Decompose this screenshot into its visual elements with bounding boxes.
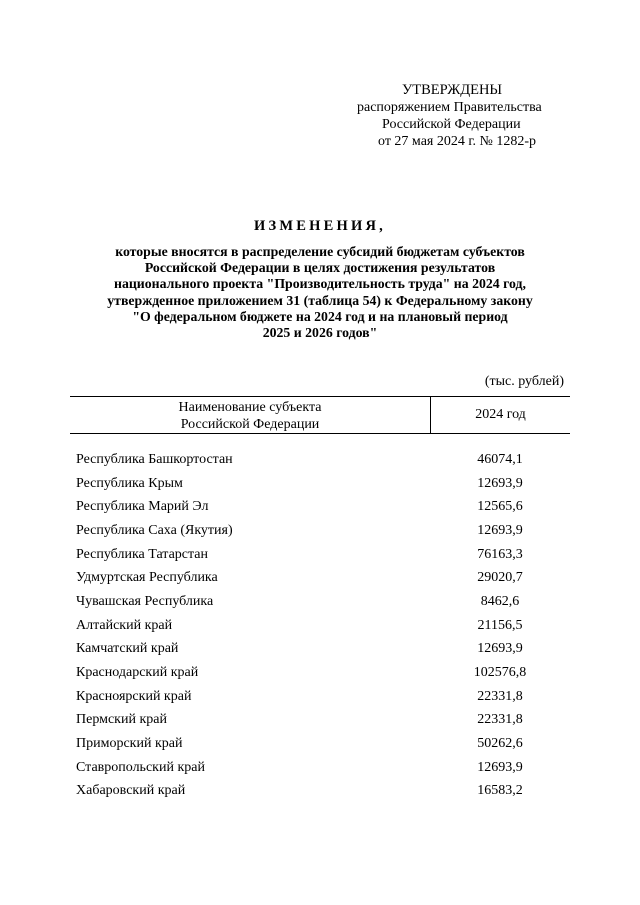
approval-line-date: от 27 мая 2024 г. № 1282-р (378, 134, 537, 149)
subsidy-value: 16583,2 (477, 783, 523, 799)
subject-name: Камчатский край (76, 641, 179, 657)
header-subject-name-line: Наименование субъекта (178, 400, 322, 415)
subtitle-line: которые вносятся в распределение субсидий бюджетам субъектов (115, 244, 525, 259)
subsidy-value: 22331,8 (477, 688, 523, 704)
subtitle-line: 2025 и 2026 годов" (262, 325, 378, 341)
subject-name: Республика Татарстан (76, 546, 209, 562)
subject-name: Алтайский край (76, 617, 173, 633)
subject-name: Красноярский край (76, 688, 192, 704)
subsidy-value: 12565,6 (477, 499, 523, 515)
document-subtitle (60, 244, 580, 341)
subsidy-value: 76163,3 (477, 546, 523, 562)
unit-label: (тыс. рублей) (484, 374, 564, 389)
document-title: ИЗМЕНЕНИЯ, (254, 218, 386, 234)
table-row (76, 780, 570, 804)
table-body (76, 448, 570, 803)
subject-name: Республика Башкортостан (76, 451, 233, 467)
subtitle-line: "О федеральном бюджете на 2024 год и на плановый период (132, 308, 508, 324)
table-row (76, 543, 570, 567)
subject-name: Хабаровский край (76, 783, 186, 799)
subject-name: Пермский край (76, 712, 167, 728)
subsidy-value: 29020,7 (477, 570, 523, 586)
header-subject-name (70, 397, 431, 433)
subject-name: Удмуртская Республика (76, 570, 218, 586)
subsidy-value: 8462,6 (480, 593, 520, 609)
subsidy-value: 22331,8 (477, 712, 523, 728)
subject-name: Республика Марий Эл (76, 499, 209, 515)
subsidy-value: 46074,1 (477, 451, 523, 467)
approval-title: УТВЕРЖДЕНЫ (402, 82, 503, 98)
table-row (76, 732, 570, 756)
subject-name: Ставропольский край (76, 759, 205, 775)
subsidy-value: 102576,8 (473, 665, 527, 681)
table-row (76, 472, 570, 496)
table-row (76, 638, 570, 662)
subsidy-value: 12693,9 (477, 475, 523, 491)
subtitle-line: Российской Федерации в целях достижения результатов (144, 260, 496, 276)
approval-line-order: распоряжением Правительства (357, 100, 542, 115)
subsidy-value: 12693,9 (477, 641, 523, 657)
header-year: 2024 год (475, 407, 526, 422)
subtitle-line: утвержденное приложением 31 (таблица 54) к Федеральному закону (107, 292, 533, 308)
subsidy-value: 12693,9 (477, 522, 523, 538)
subject-name: Краснодарский край (76, 665, 199, 681)
table-header (70, 396, 570, 434)
subsidy-value: 21156,5 (477, 617, 523, 633)
table-row (76, 519, 570, 543)
subtitle-line: национального проекта "Производительность труда" на 2024 год, (114, 276, 526, 292)
table-row (76, 566, 570, 590)
subject-name: Республика Саха (Якутия) (76, 522, 233, 538)
subject-name: Республика Крым (76, 475, 183, 491)
approval-line-government: Российской Федерации (382, 117, 521, 132)
table-row (76, 614, 570, 638)
table-row (76, 495, 570, 519)
table-row (76, 661, 570, 685)
subject-name: Чувашская Республика (76, 593, 214, 609)
approval-block (340, 82, 580, 150)
table-row (76, 448, 570, 472)
header-subject-name-line: Российской Федерации (180, 417, 320, 432)
subsidy-value: 12693,9 (477, 759, 523, 775)
table-row (76, 590, 570, 614)
subject-name: Приморский край (76, 736, 183, 752)
table-row (76, 756, 570, 780)
subsidy-value: 50262,6 (477, 736, 523, 752)
table-row (76, 709, 570, 733)
table-row (76, 685, 570, 709)
